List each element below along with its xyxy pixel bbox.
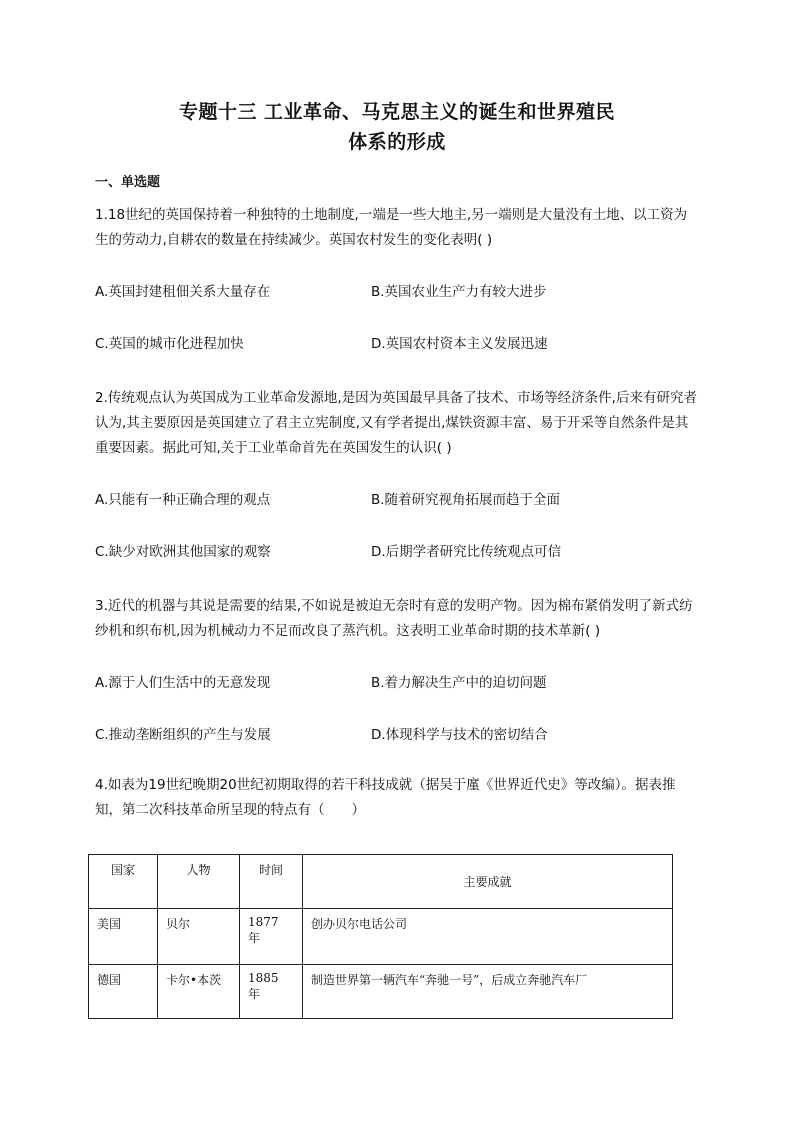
question-3-option-d: D.体现科学与技术的密切结合 [371, 727, 548, 743]
table-cell-person: 卡尔•本茨 [158, 965, 240, 1019]
section-heading: 一、单选题 [95, 175, 161, 190]
achievements-table [88, 854, 673, 1019]
table-cell-achievement: 制造世界第一辆汽车“奔驰一号”，后成立奔驰汽车厂 [303, 965, 673, 1019]
table-header-achievement: 主要成就 [303, 855, 673, 909]
question-2-option-d: D.后期学者研究比传统观点可信 [371, 544, 562, 560]
question-1-option-c: C.英国的城市化进程加快 [95, 336, 244, 352]
table-cell-person: 贝尔 [158, 909, 240, 965]
question-4-stem: 4.如表为19世纪晚期20世纪初期取得的若干科技成就（据吴于廑《世界近代史》等改编）。据表推知，第二次科技革命所呈现的特点有（ ） [95, 777, 676, 818]
question-2-option-b: B.随着研究视角拓展而趋于全面 [371, 492, 561, 508]
question-3-stem: 3.近代的机器与其说是需要的结果,不如说是被迫无奈时有意的发明产物。因为棉布紧俏发明了新式纺纱机和织布机,因为机械动力不足而改良了蒸汽机。这表明工业革命时期的技术革新( ) [95, 598, 693, 639]
table-header-country: 国家 [89, 855, 158, 909]
question-2-option-a: A.只能有一种正确合理的观点 [95, 492, 271, 508]
question-1-option-d: D.英国农村资本主义发展迅速 [371, 336, 548, 352]
question-3-option-b: B.着力解决生产中的迫切问题 [371, 675, 547, 691]
question-2-option-c: C.缺少对欧洲其他国家的观察 [95, 544, 271, 560]
table-header-person: 人物 [158, 855, 240, 909]
question-2-stem: 2.传统观点认为英国成为工业革命发源地,是因为英国最早具备了技术、市场等经济条件,后来有研究者认为,其主要原因是英国建立了君主立宪制度,又有学者提出,煤铁资源丰富、易于开采等自然条件是其重要因素。据此可知,关于工业革命首先在英国发生的认识( ) [95, 390, 697, 456]
table-cell-country: 德国 [89, 965, 158, 1019]
table-cell-time: 1877 年 [240, 909, 303, 965]
question-1-option-b: B.英国农业生产力有较大进步 [371, 284, 547, 300]
question-1-option-a: A.英国封建租佃关系大量存在 [95, 284, 271, 300]
question-3-option-c: C.推动垄断组织的产生与发展 [95, 727, 271, 743]
question-3-option-a: A.源于人们生活中的无意发现 [95, 675, 271, 691]
table-header-row [89, 855, 673, 909]
document-title-line-2: 体系的形成 [348, 131, 446, 153]
table-cell-time: 1885 年 [240, 965, 303, 1019]
table-cell-country: 美国 [89, 909, 158, 965]
question-1-stem: 1.18世纪的英国保持着一种独特的土地制度,一端是一些大地主,另一端则是大量没有土地、以工资为生的劳动力,自耕农的数量在持续减少。英国农村发生的变化表明( ) [95, 207, 688, 248]
table-row [89, 965, 673, 1019]
table-row [89, 909, 673, 965]
table-cell-achievement: 创办贝尔电话公司 [303, 909, 673, 965]
table-header-time: 时间 [240, 855, 303, 909]
document-title-line-1: 专题十三 工业革命、马克思主义的诞生和世界殖民 [178, 101, 616, 123]
